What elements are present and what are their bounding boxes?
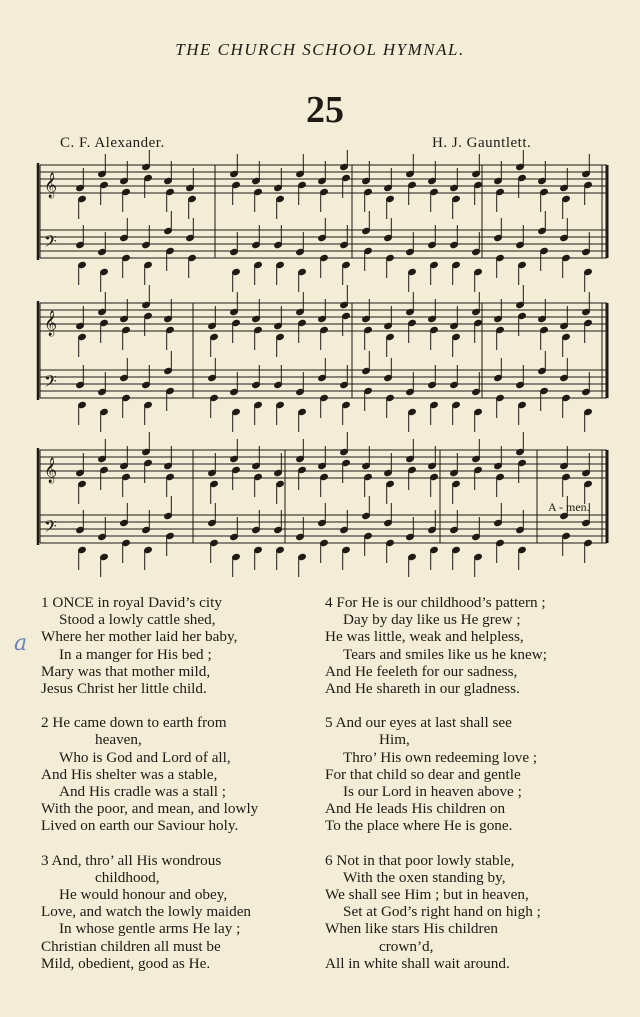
verses-right-column	[325, 594, 625, 989]
verse-line: And He shareth in our gladness.	[325, 680, 520, 698]
verse-3	[41, 852, 321, 972]
verse-line: He would honour and obey,	[59, 886, 228, 904]
verse-line: Day by day like us He grew ;	[343, 611, 521, 629]
verse-line: Jesus Christ her little child.	[41, 680, 207, 698]
verse-line: In whose gentle arms He lay ;	[59, 920, 241, 938]
verse-line: We shall see Him ; but in heaven,	[325, 886, 529, 904]
verse-line: Where her mother laid her baby,	[41, 628, 238, 646]
amen-lyric: A - men.	[548, 500, 590, 514]
handwritten-margin-mark: a	[14, 631, 28, 656]
verse-line: For that child so dear and gentle	[325, 765, 521, 783]
bass-clef-icon: 𝄢	[44, 516, 57, 540]
verse-line: Tears and smiles like us he knew;	[343, 645, 547, 663]
running-head: THE CHURCH SCHOOL HYMNAL.	[175, 40, 465, 59]
verse-line: 6 Not in that poor lowly stable,	[325, 851, 515, 869]
music-score	[0, 150, 640, 590]
verse-6	[325, 852, 625, 972]
verse-line: childhood,	[95, 868, 160, 886]
verse-1	[41, 594, 321, 697]
verse-line: And He leads His children on	[325, 800, 506, 818]
verse-line: 5 And our eyes at last shall see	[325, 714, 512, 732]
verse-line: crown’d,	[379, 937, 434, 955]
verse-line: And His cradle was a stall ;	[59, 783, 227, 801]
verse-line: With the poor, and mean, and lowly	[41, 800, 259, 818]
verse-line: Lived on earth our Saviour holy.	[41, 817, 239, 835]
verse-line: In a manger for His bed ;	[59, 645, 212, 663]
treble-clef-icon: 𝄞	[44, 311, 58, 336]
verse-2	[41, 714, 321, 834]
verse-line: And He feeleth for our sadness,	[325, 662, 518, 680]
verse-line: heaven,	[95, 731, 142, 749]
verse-line: Who is God and Lord of all,	[59, 748, 231, 766]
verse-line: 2 He came down to earth from	[41, 714, 227, 732]
verse-line: 3 And, thro’ all His wondrous	[41, 851, 222, 869]
verse-line: Set at God’s right hand on high ;	[343, 903, 541, 921]
bass-clef-icon: 𝄢	[44, 231, 57, 255]
verse-line: And His shelter was a stable,	[41, 765, 218, 783]
bass-clef-icon: 𝄢	[44, 371, 57, 395]
verse-line: 1 ONCE in royal David’s city	[41, 594, 222, 611]
verse-line: With the oxen standing by,	[343, 868, 506, 886]
verse-line: 4 For He is our childhood’s pattern ;	[325, 594, 546, 611]
verse-line: Love, and watch the lowly maiden	[41, 903, 252, 921]
verse-line: Christian children all must be	[41, 937, 221, 955]
verse-line: All in white shall wait around.	[325, 954, 510, 972]
verse-line: Thro’ His own redeeming love ;	[343, 748, 538, 766]
verse-line: Stood a lowly cattle shed,	[59, 611, 216, 629]
verse-line: Is our Lord in heaven above ;	[343, 783, 522, 801]
treble-clef-icon: 𝄞	[44, 173, 58, 198]
verse-4	[325, 594, 625, 697]
verse-line: Mary was that mother mild,	[41, 662, 211, 680]
verse-5	[325, 714, 625, 834]
composer-credit: H. J. Gauntlett.	[432, 135, 532, 151]
verse-line: Him,	[379, 731, 410, 749]
hymn-number: 25	[306, 89, 344, 131]
treble-clef-icon: 𝄞	[44, 458, 58, 483]
verses	[0, 594, 640, 994]
verses-left-column	[41, 594, 321, 989]
verse-line: To the place where He is gone.	[325, 817, 513, 835]
verse-line: When like stars His children	[325, 920, 498, 938]
verse-line: He was little, weak and helpless,	[325, 628, 524, 646]
verse-line: Mild, obedient, good as He.	[41, 954, 211, 972]
author-credit: C. F. Alexander.	[60, 135, 165, 151]
